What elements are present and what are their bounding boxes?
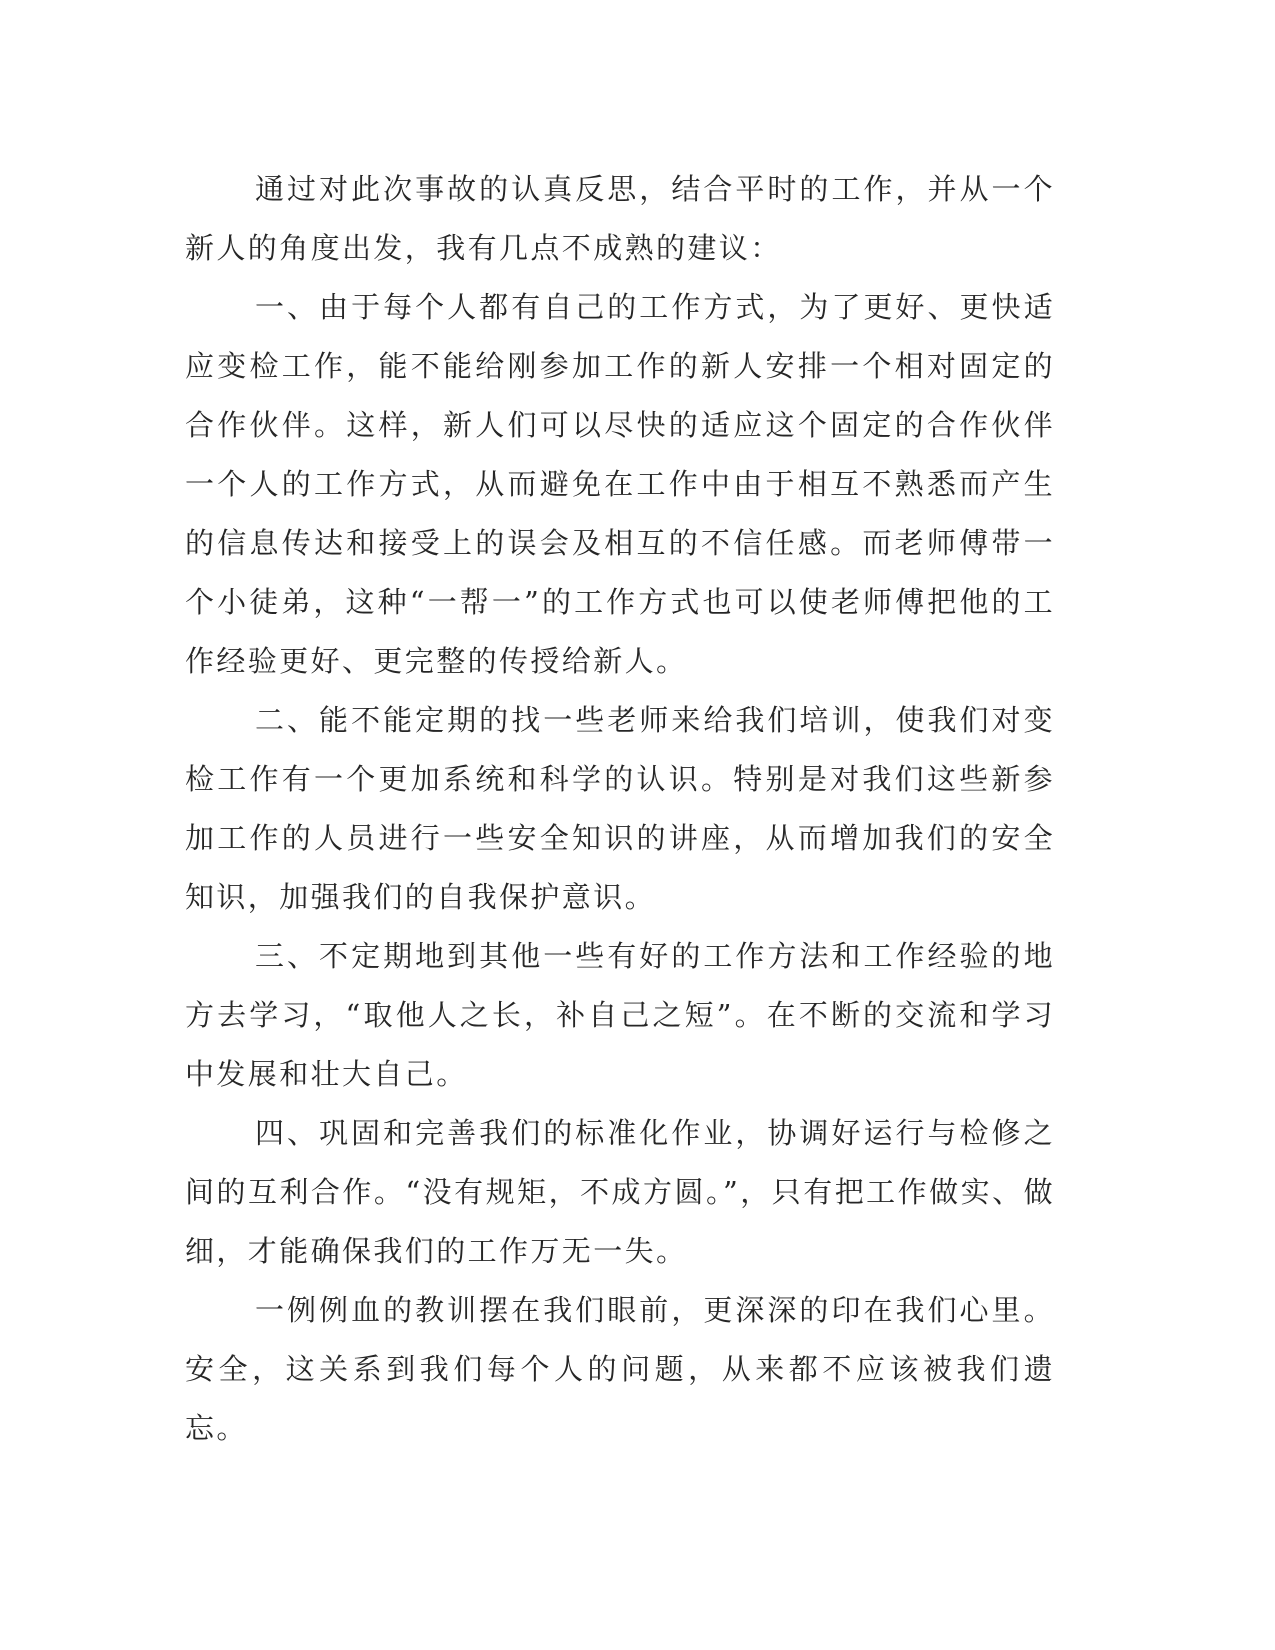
document-body xyxy=(185,160,1055,1458)
paragraph-conclusion: 一例例血的教训摆在我们眼前，更深深的印在我们心里。安全，这关系到我们每个人的问题，从来都不应该被我们遗忘。 xyxy=(185,1293,1055,1445)
paragraph-suggestion-1: 一、由于每个人都有自己的工作方式，为了更好、更快适应变检工作，能不能给刚参加工作的新人安排一个相对固定的合作伙伴。这样，新人们可以尽快的适应这个固定的合作伙伴一个人的工作方式，从而避免在工作中由于相互不熟悉而产生的信息传达和接受上的误会及相互的不信任感。而老师傅带一个小徒弟，这种“一帮一”的工作方式也可以使老师傅把他的工作经验更好、更完整的传授给新人。 xyxy=(185,290,1055,678)
paragraph-suggestion-3: 三、不定期地到其他一些有好的工作方法和工作经验的地方去学习，“取他人之长，补自己之短”。在不断的交流和学习中发展和壮大自己。 xyxy=(185,939,1055,1091)
paragraph-suggestion-4: 四、巩固和完善我们的标准化作业，协调好运行与检修之间的互利合作。“没有规矩，不成方圆。”，只有把工作做实、做细，才能确保我们的工作万无一失。 xyxy=(185,1116,1055,1268)
paragraph-suggestion-2: 二、能不能定期的找一些老师来给我们培训，使我们对变检工作有一个更加系统和科学的认识。特别是对我们这些新参加工作的人员进行一些安全知识的讲座，从而增加我们的安全知识，加强我们的自我保护意识。 xyxy=(185,703,1055,914)
paragraph-intro: 通过对此次事故的认真反思，结合平时的工作，并从一个新人的角度出发，我有几点不成熟的建议： xyxy=(185,172,1055,265)
